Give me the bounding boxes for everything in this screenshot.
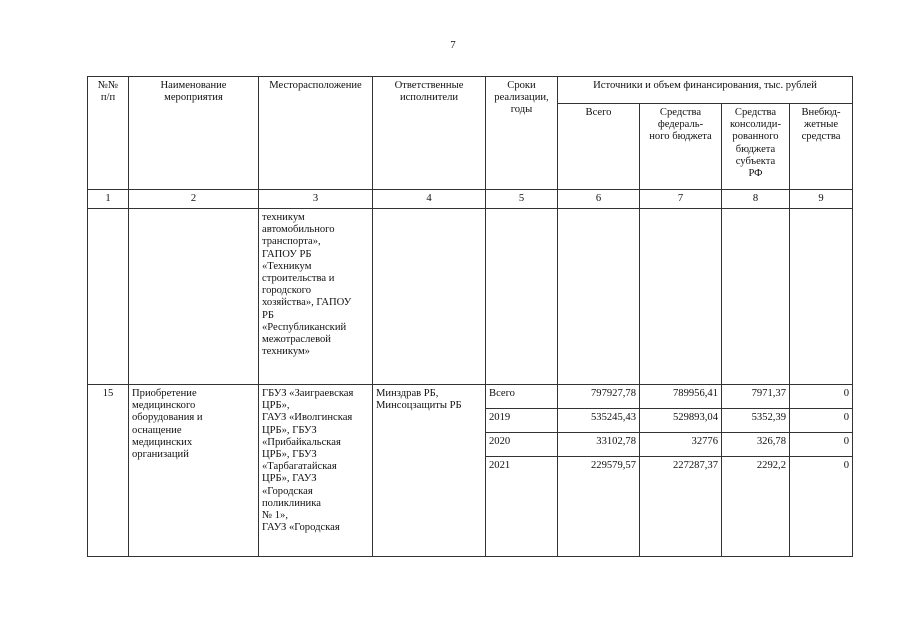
- column-number: 9: [790, 190, 853, 209]
- page-number: 7: [450, 39, 456, 51]
- header-num: №№ п/п: [88, 77, 129, 190]
- regional-cell: 2292,2: [722, 457, 790, 557]
- column-number: 4: [373, 190, 486, 209]
- continuation-row: [88, 209, 853, 385]
- column-number: 7: [640, 190, 722, 209]
- total-cell: 797927,78: [558, 385, 640, 409]
- table-row: [88, 385, 853, 409]
- header-financing-group: Источники и объем финансирования, тыс. рублей: [558, 77, 853, 104]
- header-period: Сроки реализации, годы: [486, 77, 558, 190]
- column-number: 3: [259, 190, 373, 209]
- column-number: 8: [722, 190, 790, 209]
- federal-cell: 32776: [640, 433, 722, 457]
- period-cell: 2021: [486, 457, 558, 557]
- period-cell: 2020: [486, 433, 558, 457]
- regional-cell: 7971,37: [722, 385, 790, 409]
- total-cell: 229579,57: [558, 457, 640, 557]
- period-cell: 2019: [486, 409, 558, 433]
- header-total: Всего: [558, 104, 640, 190]
- program-table: [87, 76, 853, 557]
- column-number: 2: [129, 190, 259, 209]
- extra-cell: 0: [790, 457, 853, 557]
- total-cell: 535245,43: [558, 409, 640, 433]
- federal-cell: 789956,41: [640, 385, 722, 409]
- activity-name: Приобретение медицинского оборудования и оснащение медицинских организаций: [129, 385, 259, 557]
- federal-cell: 529893,04: [640, 409, 722, 433]
- regional-cell: 326,78: [722, 433, 790, 457]
- header-responsible: Ответственные исполнители: [373, 77, 486, 190]
- total-cell: 33102,78: [558, 433, 640, 457]
- header-location: Месторасположение: [259, 77, 373, 190]
- continuation-location: техникум автомобильного транспорта», ГАПОУ РБ «Техникум строительства и городского хозяйства», ГАПОУ РБ «Республиканский межотраслевой техникум»: [259, 209, 373, 385]
- extra-cell: 0: [790, 433, 853, 457]
- column-number: 6: [558, 190, 640, 209]
- federal-cell: 227287,37: [640, 457, 722, 557]
- extra-cell: 0: [790, 385, 853, 409]
- activity-responsible: Минздрав РБ, Минсоцзащиты РБ: [373, 385, 486, 557]
- column-number: 5: [486, 190, 558, 209]
- row-number: 15: [88, 385, 129, 557]
- column-number: 1: [88, 190, 129, 209]
- header-name: Наименование мероприятия: [129, 77, 259, 190]
- column-numbers-row: [88, 190, 853, 209]
- regional-cell: 5352,39: [722, 409, 790, 433]
- extra-cell: 0: [790, 409, 853, 433]
- header-extra: Внебюд- жетные средства: [790, 104, 853, 190]
- period-cell: Всего: [486, 385, 558, 409]
- header-federal: Средства федераль- ного бюджета: [640, 104, 722, 190]
- header-regional: Средства консолиди- рованного бюджета субъекта РФ: [722, 104, 790, 190]
- activity-location: ГБУЗ «Заиграевская ЦРБ», ГАУЗ «Иволгинская ЦРБ», ГБУЗ «Прибайкальская ЦРБ», ГБУЗ «Тарбагатайская ЦРБ», ГАУЗ «Городская поликлиника № 1», ГАУЗ «Городская: [259, 385, 373, 557]
